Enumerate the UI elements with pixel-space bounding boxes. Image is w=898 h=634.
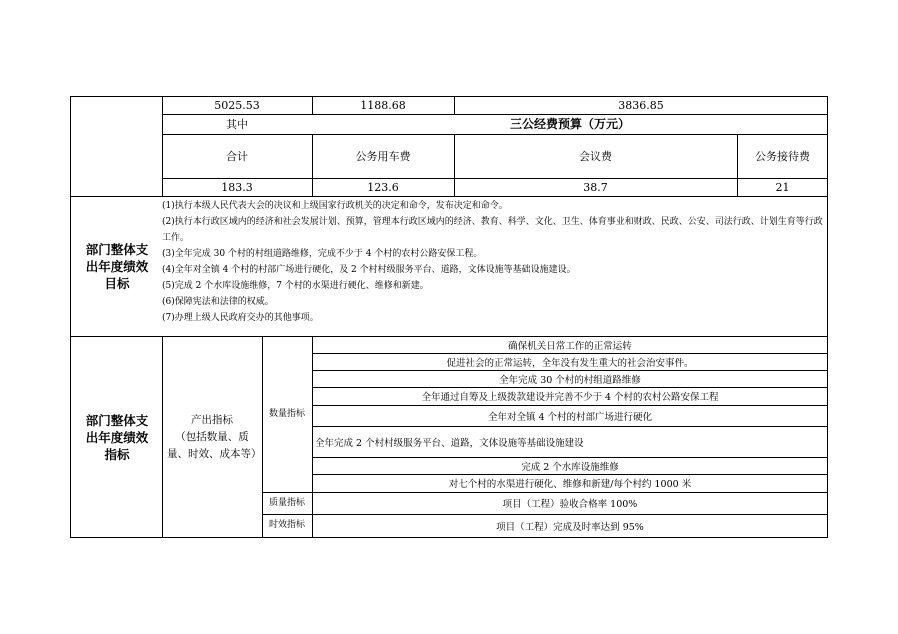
budget-total: 5025.53 — [214, 98, 260, 112]
col-header-total: 合计 — [226, 149, 248, 163]
goal-item: (5)完成 2 个水库设施维修，7 个村的水渠进行硬化、维修和新建。 — [162, 281, 429, 291]
goal-item: (4)全年对全镇 4 个村的村部广场进行硬化，及 2 个村村级服务平台、道路，文体设施等基础设施建设。 — [162, 265, 576, 275]
goals-list — [162, 198, 824, 326]
quantity-item: 全年对全镇 4 个村的村部广场进行硬化 — [487, 411, 653, 423]
timeliness-value: 项目（工程）完成及时率达到 95% — [496, 521, 644, 533]
quantity-item: 全年通过自筹及上级拨款建设并完善不少于 4 个村的农村公路安保工程 — [421, 392, 719, 403]
value-reception: 21 — [775, 180, 790, 194]
col-header-meeting: 会议费 — [579, 149, 612, 163]
quantity-item: 完成 2 个水库设施维修 — [521, 461, 619, 473]
goal-item: (1)执行本级人民代表大会的决议和上级国家行政机关的决定和命令，发布决定和命令。 — [162, 201, 508, 211]
timeliness-indicator-label: 时效指标 — [268, 520, 305, 530]
value-meeting: 38.7 — [583, 180, 608, 194]
value-vehicle: 123.6 — [367, 180, 399, 194]
quantity-indicator-label: 数量指标 — [268, 408, 305, 419]
goals-section-label: 部门整体支出年度绩效目标 — [85, 241, 149, 291]
table-rule — [70, 96, 71, 538]
quantity-item: 确保机关日常工作的正常运转 — [508, 340, 632, 352]
three-public-title: 三公经费预算（万元） — [509, 117, 630, 131]
quantity-item: 促进社会的正常运转，全年没有发生重大的社会治安事件。 — [446, 357, 694, 369]
table-rule — [70, 196, 828, 197]
budget-project: 3836.85 — [618, 98, 664, 112]
quantity-item: 全年完成 30 个村的村组道路维修 — [499, 374, 641, 386]
goal-item: (7)办理上级人民政府交办的其他事项。 — [162, 313, 319, 323]
quantity-item: 全年完成 2 个村村级服务平台、道路，文体设施等基础设施建设 — [315, 437, 584, 449]
goal-item: (6)保障宪法和法律的权威。 — [162, 297, 274, 307]
quantity-item: 对七个村的水渠进行硬化、维修和新建/每个村约 1000 米 — [448, 479, 692, 490]
quality-indicator-label: 质量指标 — [268, 497, 305, 508]
col-header-vehicle: 公务用车费 — [355, 149, 411, 163]
quality-value: 项目（工程）验收合格率 100% — [502, 499, 638, 510]
budget-performance-table — [70, 96, 828, 538]
output-note: （包括数量、质量、时效、成本等） — [167, 430, 262, 460]
indicators-section-label: 部门整体支出年度绩效指标 — [85, 412, 149, 462]
of-which-label: 其中 — [226, 117, 248, 131]
output-title: 产出指标 — [191, 413, 233, 426]
value-total: 183.3 — [221, 180, 253, 194]
goal-item: (3)全年完成 30 个村的村组道路维修，完成不少于 4 个村的农村公路安保工程。 — [162, 249, 483, 259]
output-indicators-label — [162, 336, 262, 538]
goal-item: (2)执行本行政区域内的经济和社会发展计划、预算，管理本行政区域内的经济、教育、科学、文化、卫生、体育事业和财政、民政、公安、司法行政、计划生育等行政工作。 — [162, 217, 823, 243]
budget-basic: 1188.68 — [360, 98, 406, 112]
col-header-reception: 公务接待费 — [755, 149, 810, 163]
